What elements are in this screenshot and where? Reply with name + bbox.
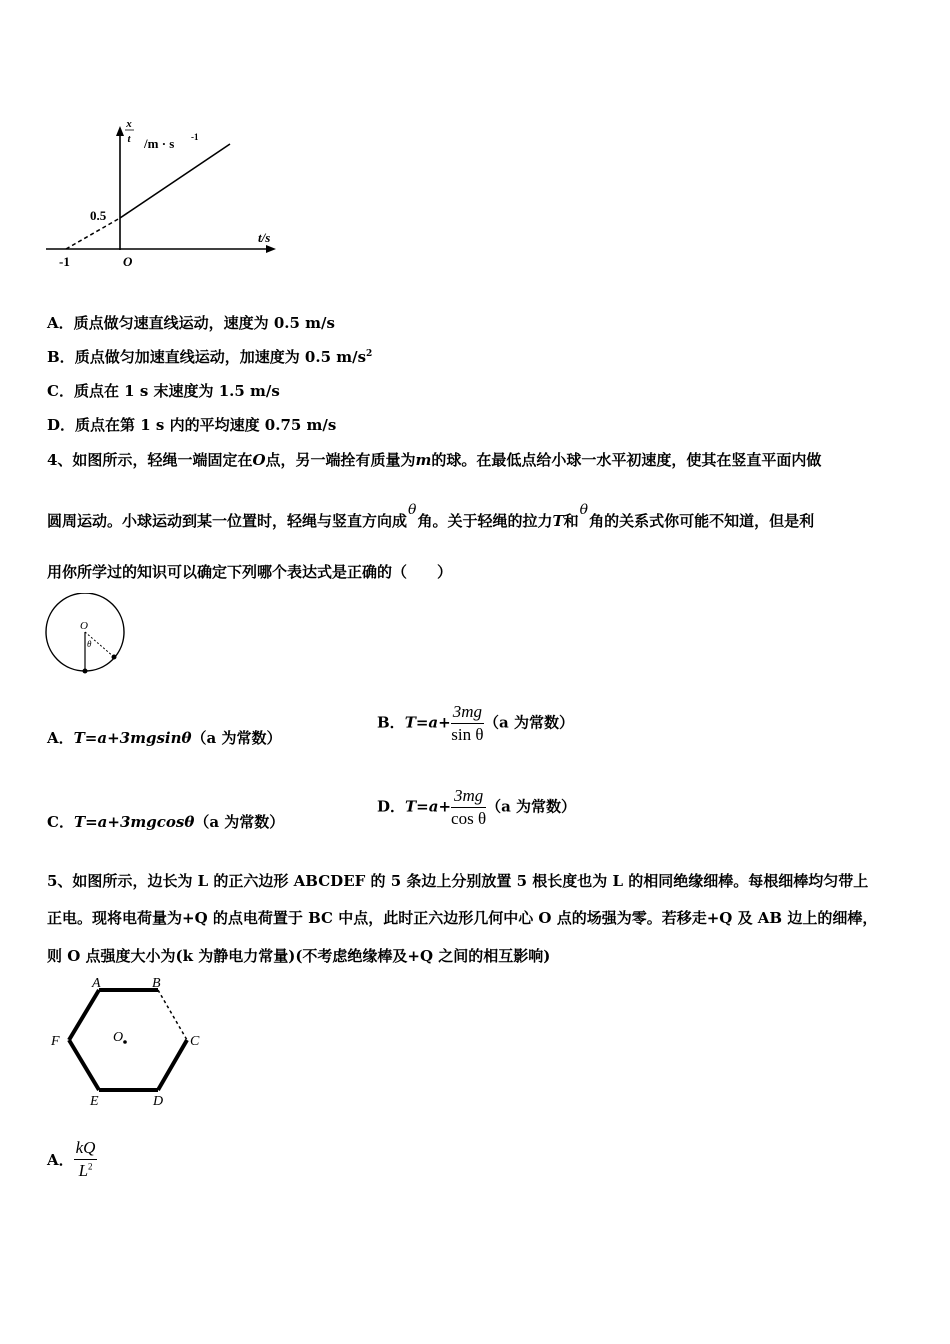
option-text: 质点在第 1 s 内的平均速度 0.75 m/s bbox=[75, 416, 337, 434]
q4-option-d bbox=[377, 786, 576, 829]
q3-option-a bbox=[47, 312, 335, 333]
option-fraction bbox=[451, 702, 484, 745]
y-axis-arrow bbox=[116, 126, 124, 136]
option-letter: D． bbox=[47, 416, 76, 434]
option-letter: A． bbox=[47, 1151, 74, 1169]
var-m: m bbox=[415, 451, 432, 469]
fraction-denominator bbox=[74, 1160, 98, 1181]
option-sup: 2 bbox=[366, 349, 373, 359]
angle-label: θ bbox=[87, 639, 92, 649]
text: 点，另一端拴有质量为 bbox=[265, 451, 416, 469]
q4-pendulum-figure bbox=[40, 593, 135, 675]
rod-cd bbox=[158, 1040, 187, 1090]
ball bbox=[112, 655, 117, 660]
origin-label: O bbox=[123, 254, 133, 269]
q4-stem-line-1 bbox=[47, 449, 821, 470]
center-point bbox=[123, 1040, 127, 1044]
q4-stem-line-3: 用你所学过的知识可以确定下列哪个表达式是正确的（ ） bbox=[47, 563, 453, 581]
option-expression: T=a+3mgcosθ bbox=[73, 813, 195, 831]
option-note: （a 为常数） bbox=[484, 713, 574, 732]
vertex-a: A bbox=[92, 976, 101, 991]
fraction-numerator: 3mg bbox=[451, 786, 486, 808]
rod-fa bbox=[69, 990, 99, 1040]
option-prefix: T=a+ bbox=[405, 797, 452, 816]
y-label-denominator: t bbox=[127, 133, 131, 145]
option-note: （a 为常数） bbox=[194, 813, 285, 831]
option-letter: C． bbox=[47, 813, 74, 831]
text: 角的关系式你可能不知道，但是利 bbox=[589, 512, 815, 530]
option-text: 质点做匀加速直线运动，加速度为 0.5 m/s bbox=[74, 348, 367, 366]
fraction-denominator: cos θ bbox=[451, 809, 487, 828]
option-letter: A． bbox=[47, 729, 74, 747]
var-o: O bbox=[252, 451, 266, 469]
option-letter: B． bbox=[47, 348, 75, 366]
q5-option-a bbox=[47, 1138, 97, 1181]
var-t: T bbox=[552, 512, 564, 530]
text: 圆周运动。小球运动到某一位置时，轻绳与竖直方向成 bbox=[47, 512, 408, 530]
text: 4、如图所示，轻绳一端固定在 bbox=[47, 451, 253, 469]
q5-stem-line-1: 5、如图所示，边长为 L 的正六边形 ABCDEF 的 5 条边上分别放置 5 根长度也为 L 的相同绝缘细棒。每根细棒均匀带上 bbox=[47, 872, 869, 890]
option-note: （a 为常数） bbox=[486, 797, 577, 816]
option-note: （a 为常数） bbox=[191, 729, 282, 747]
fraction-numerator: 3mg bbox=[451, 702, 484, 724]
option-letter: C． bbox=[47, 382, 74, 400]
x-label: t/s bbox=[258, 230, 271, 245]
text: 和 bbox=[563, 512, 579, 530]
tick-y-0-5: 0.5 bbox=[90, 208, 107, 223]
fraction-denominator: sin θ bbox=[451, 725, 484, 744]
q3-option-b bbox=[47, 346, 372, 367]
option-fraction bbox=[74, 1138, 98, 1181]
vertex-d: D bbox=[153, 1094, 164, 1109]
q3-option-d bbox=[47, 414, 336, 435]
vertex-f: F bbox=[51, 1034, 60, 1049]
option-text: 质点做匀速直线运动，速度为 0.5 m/s bbox=[73, 314, 335, 332]
den-sup: 2 bbox=[88, 1161, 93, 1172]
q4-stem-line-2 bbox=[47, 502, 815, 531]
q3-xt-graph bbox=[40, 112, 290, 277]
q4-option-c bbox=[47, 811, 284, 832]
theta-symbol: θ bbox=[579, 502, 589, 518]
ball-bottom bbox=[83, 669, 88, 674]
den-base: L bbox=[78, 1161, 89, 1180]
x-axis-arrow bbox=[266, 245, 276, 253]
q4-option-b bbox=[377, 702, 574, 745]
q4-option-a bbox=[47, 727, 281, 748]
data-line bbox=[120, 144, 230, 218]
center-label: O bbox=[113, 1030, 124, 1045]
option-letter: B． bbox=[377, 713, 405, 732]
option-letter: A． bbox=[47, 314, 74, 332]
q5-hexagon-figure bbox=[40, 972, 210, 1112]
q3-option-c bbox=[47, 380, 280, 401]
vertex-c: C bbox=[190, 1034, 200, 1049]
side-bc-dotted bbox=[158, 990, 187, 1040]
fraction-numerator: kQ bbox=[74, 1138, 98, 1160]
vertex-b: B bbox=[152, 976, 161, 991]
option-prefix: T=a+ bbox=[404, 713, 451, 732]
y-unit-sup: -1 bbox=[191, 132, 199, 142]
rod-ef bbox=[69, 1040, 99, 1090]
theta-symbol: θ bbox=[408, 502, 417, 518]
y-label-numerator: x bbox=[126, 118, 132, 130]
vertex-e: E bbox=[90, 1094, 99, 1109]
q5-stem-line-3: 则 O 点强度大小为(k 为静电力常量)(不考虑绝缘棒及+Q 之间的相互影响) bbox=[47, 947, 551, 965]
q5-stem-line-2: 正电。现将电荷量为+Q 的点电荷置于 BC 中点，此时正六边形几何中心 O 点的场强为零。若移走+Q 及 AB 边上的细棒， bbox=[47, 909, 878, 927]
option-expression: T=a+3mgsinθ bbox=[73, 729, 192, 747]
option-fraction bbox=[451, 786, 486, 829]
option-letter: D． bbox=[377, 797, 406, 816]
center-label: O bbox=[80, 620, 88, 632]
text: 的球。在最低点给小球一水平初速度，使其在竖直平面内做 bbox=[431, 451, 822, 469]
y-unit: /m · s bbox=[144, 136, 175, 151]
option-text: 质点在 1 s 末速度为 1.5 m/s bbox=[73, 382, 280, 400]
text: 角。关于轻绳的拉力 bbox=[417, 512, 553, 530]
tick-x-neg1: -1 bbox=[59, 254, 70, 269]
